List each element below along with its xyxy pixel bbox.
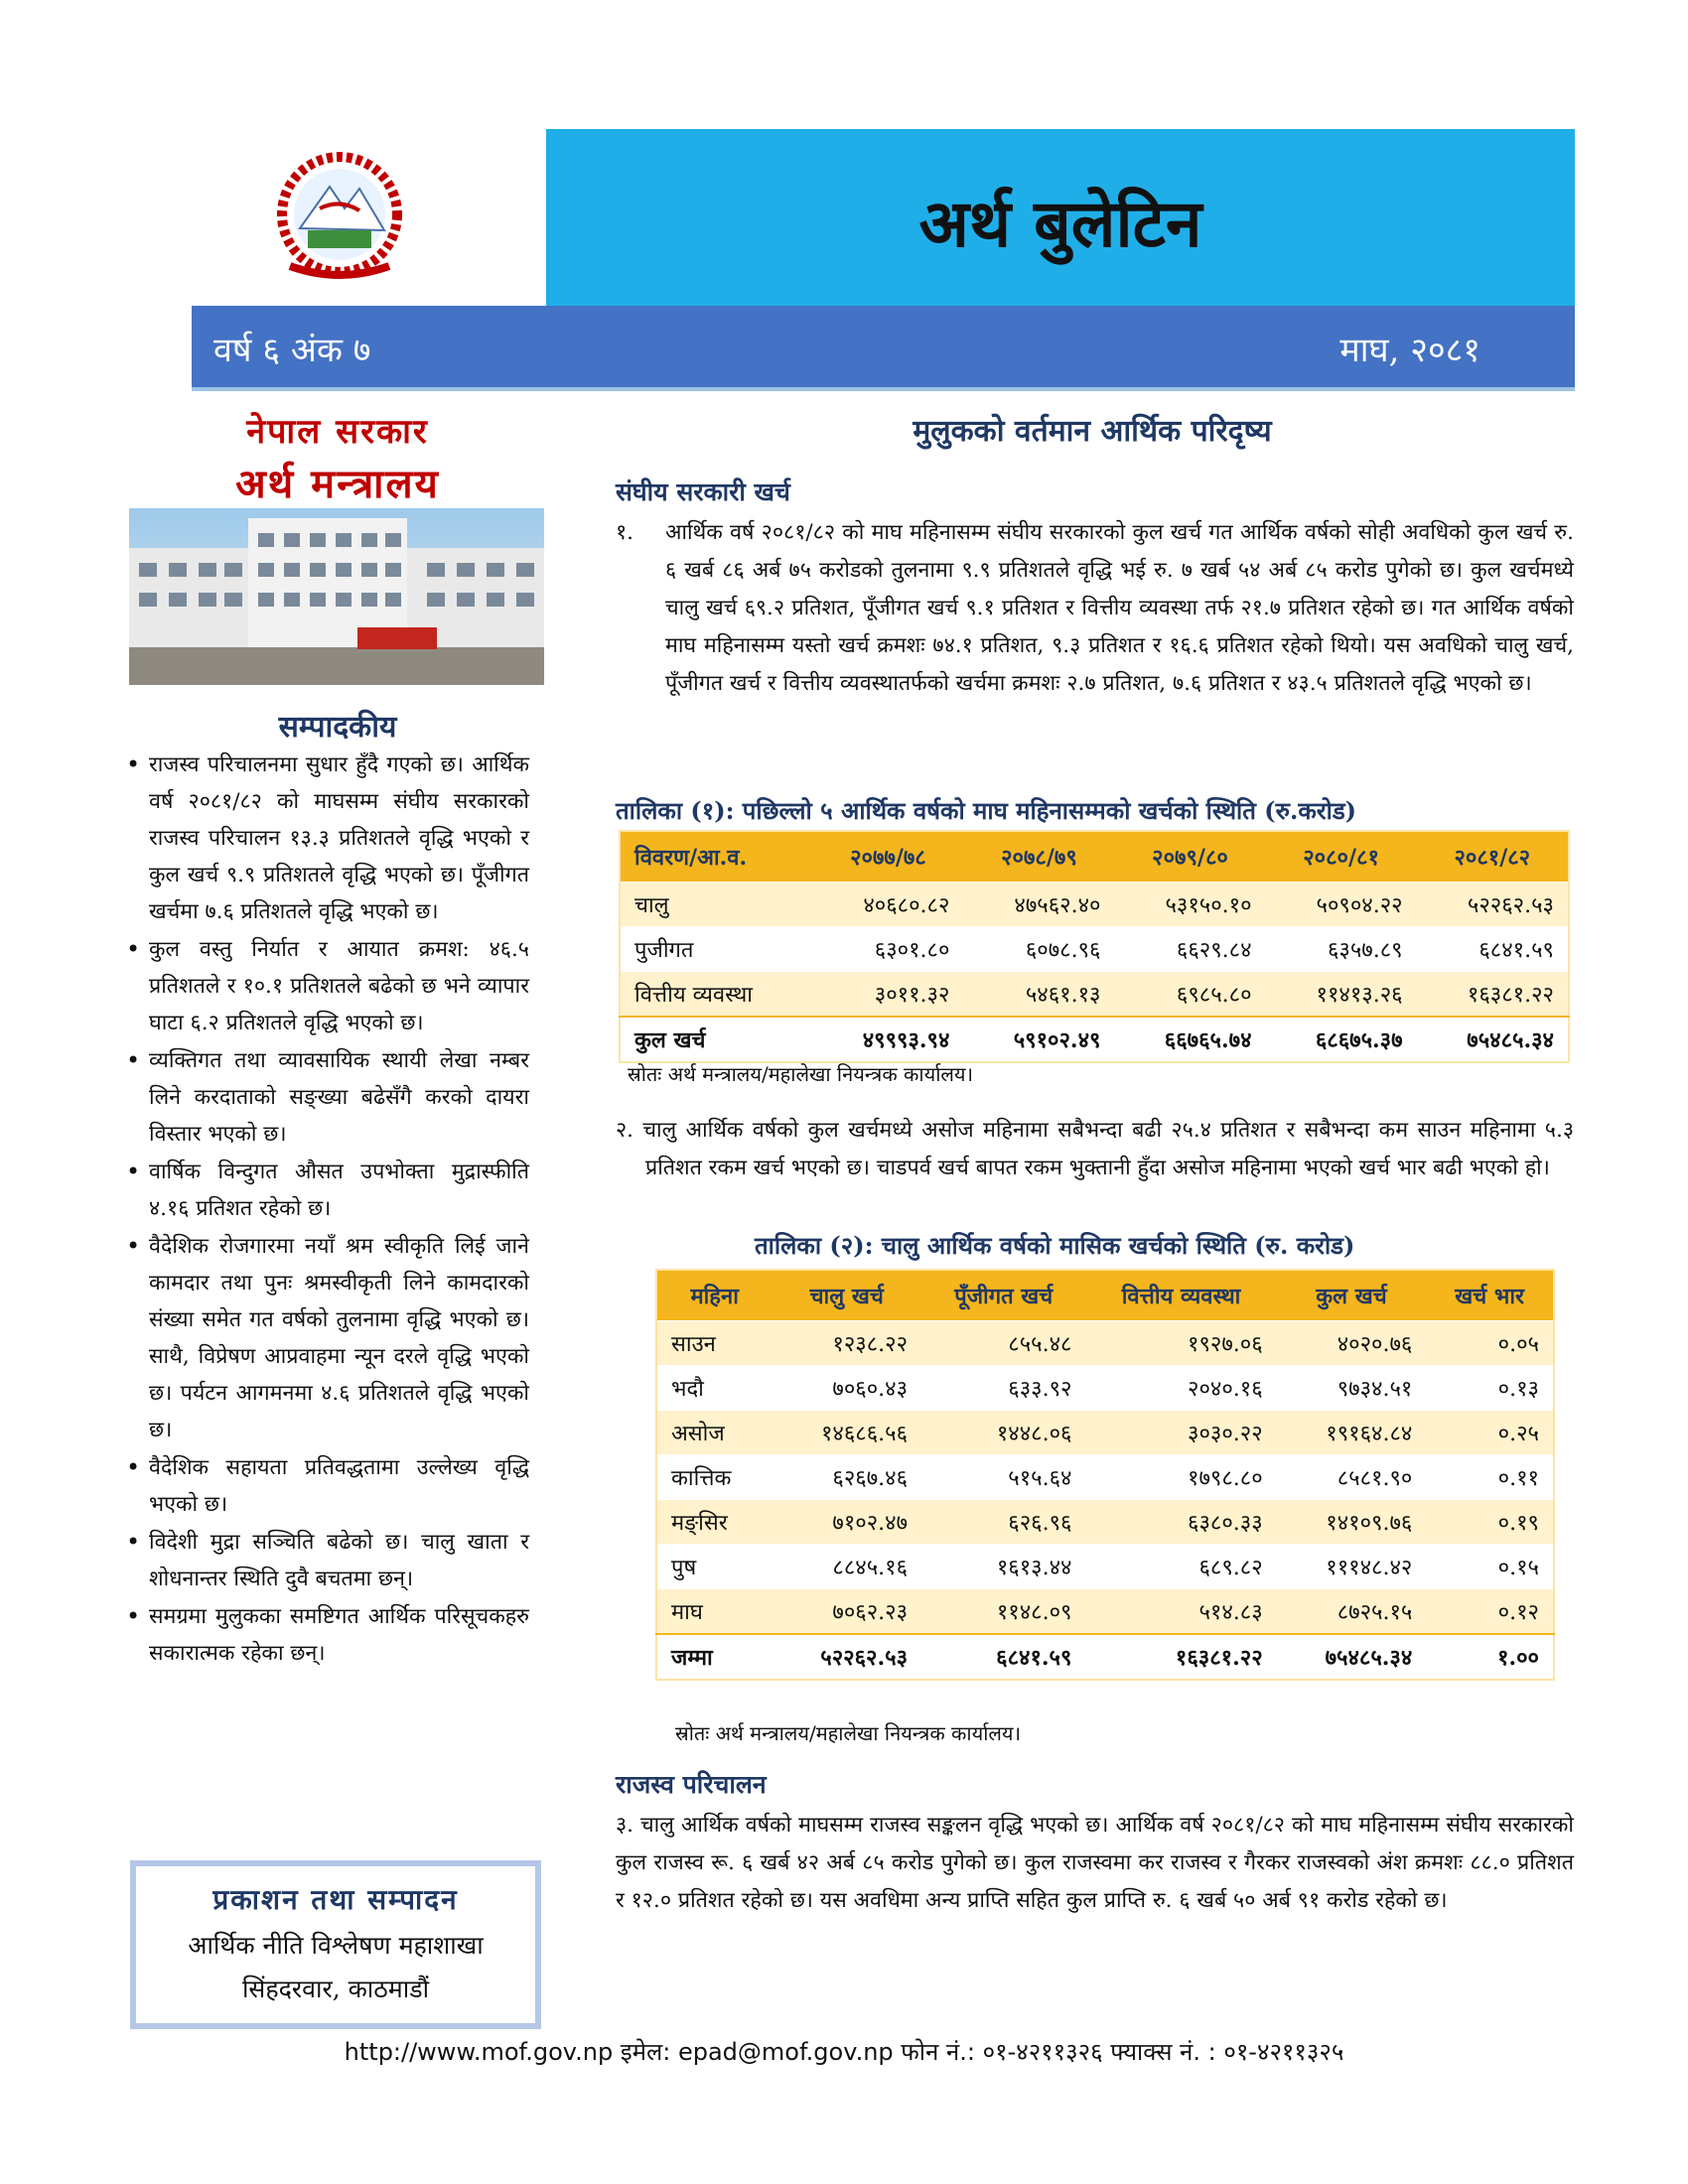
- editorial-item: • वैदेशिक सहायता प्रतिवद्धतामा उल्लेख्य वृद्धि भएको छ।: [124, 1449, 529, 1523]
- table-row: [656, 1321, 1554, 1366]
- issue-date: माघ, २०८१: [1339, 331, 1480, 370]
- table-cell: १२३८.२२: [772, 1321, 921, 1366]
- table-cell: ८५५.४८: [921, 1321, 1085, 1366]
- table-cell: ०.१५: [1426, 1545, 1554, 1589]
- table-row: [656, 1366, 1554, 1411]
- table-header-cell: २०८१/८२: [1417, 831, 1569, 883]
- table-cell: ६८९.८२: [1085, 1545, 1276, 1589]
- table-cell: ६६२९.८४: [1114, 927, 1265, 972]
- table-header-cell: वित्तीय व्यवस्था: [1085, 1270, 1276, 1321]
- table-header-cell: २०७७/७८: [812, 831, 963, 883]
- table-cell: ६८४१.५९: [1417, 927, 1569, 972]
- table-cell: ६३०१.८०: [812, 927, 963, 972]
- footer-contact: http://www.mof.gov.np इमेल: epad@mof.gov.np फोन नं.: ०१-४२११३२६ फ्याक्स नं. : ०१-४२११३२५: [344, 2038, 1344, 2066]
- table-cell: जम्मा: [656, 1634, 772, 1680]
- table-header-cell: खर्च भार: [1426, 1270, 1554, 1321]
- section-heading-expenditure: संघीय सरकारी खर्च: [616, 478, 790, 506]
- table-cell: १११४८.४२: [1277, 1545, 1427, 1589]
- editorial-heading: सम्पादकीय: [278, 710, 397, 745]
- table-cell: ६२६.९६: [921, 1500, 1085, 1545]
- table-cell: १६३८१.२२: [1085, 1634, 1276, 1680]
- paragraph-2: [616, 1112, 1574, 1187]
- table-cell: २०४०.१६: [1085, 1366, 1276, 1411]
- table-cell: असोज: [656, 1411, 772, 1455]
- table-cell: ६०७८.९६: [963, 927, 1114, 972]
- editorial-item: • वार्षिक विन्दुगत औसत उपभोक्ता मुद्रास्फीति ४.१६ प्रतिशत रहेको छ।: [124, 1154, 529, 1227]
- table-cell: १९१६४.८४: [1277, 1411, 1427, 1455]
- issue-bar: [192, 306, 1575, 387]
- table-cell: ७५४८५.३४: [1417, 1017, 1569, 1062]
- publication-division: आर्थिक नीति विश्लेषण महाशाखा: [188, 1931, 484, 1960]
- table-header-cell: २०७९/८०: [1114, 831, 1265, 883]
- table-2-source: स्रोतः अर्थ मन्त्रालय/महालेखा नियन्त्रक कार्यालय।: [675, 1721, 1022, 1745]
- table-cell: १६१३.४४: [921, 1545, 1085, 1589]
- government-name: नेपाल सरकार: [246, 412, 429, 452]
- table-cell: ९७३४.५१: [1277, 1366, 1427, 1411]
- table-cell: ८८४५.१६: [772, 1545, 921, 1589]
- table-cell: ४७५६२.४०: [963, 883, 1114, 927]
- table-header-cell: महिना: [656, 1270, 772, 1321]
- table-cell: ११४८.०९: [921, 1589, 1085, 1635]
- table-cell: ६३५७.८९: [1266, 927, 1417, 972]
- editorial-item: • विदेशी मुद्रा सञ्चिति बढेको छ। चालु खाता र शोधनान्तर स्थिति दुवै बचतमा छन्।: [124, 1524, 529, 1597]
- table-cell: ०.०५: [1426, 1321, 1554, 1366]
- table-1: [619, 830, 1570, 1063]
- publication-box: [130, 1860, 541, 2029]
- table-cell: ११४१३.२६: [1266, 972, 1417, 1018]
- table-row: [656, 1589, 1554, 1635]
- table-cell: ७०६०.४३: [772, 1366, 921, 1411]
- editorial-item: • राजस्व परिचालनमा सुधार हुँदै गएको छ। आर्थिक वर्ष २०८१/८२ को माघसम्म संघीय सरकारको राजस्व परिचालन १३.३ प्रतिशतले वृद्धि भएको र कुल खर्च ९.९ प्रतिशतले वृद्धि भएको छ। पूँजीगत खर्चमा ७.६ प्रतिशतले वृद्धि भएको छ।: [124, 747, 529, 930]
- table-cell: ६८६७५.३७: [1266, 1017, 1417, 1062]
- table-cell: ६३८०.३३: [1085, 1500, 1276, 1545]
- table-1-source: स्रोतः अर्थ मन्त्रालय/महालेखा नियन्त्रक कार्यालय।: [628, 1062, 974, 1086]
- paragraph-3: ३. चालु आर्थिक वर्षको माघसम्म राजस्व सङ्कलन वृद्धि भएको छ। आर्थिक वर्ष २०८१/८२ को माघ महिनासम्म संघीय सरकारको कुल राजस्व रू. ६ खर्ब ४२ अर्ब ८५ करोड पुगेको छ। कुल राजस्वमा कर राजस्व र गैरकर राजस्वको अंश क्रमशः ८८.० प्रतिशत र १२.० प्रतिशत रहेको छ। यस अवधिमा अन्य प्राप्ति सहित कुल प्राप्ति रु. ६ खर्ब ५० अर्ब ९१ करोड रहेको छ।: [616, 1813, 1574, 1913]
- table-header-cell: २०८०/८१: [1266, 831, 1417, 883]
- editorial-item: • वैदेशिक रोजगारमा नयाँ श्रम स्वीकृति लिई जाने कामदार तथा पुनः श्रमस्वीकृती लिने कामदारको संख्या समेत गत वर्षको तुलनामा वृद्धि भएको छ। साथै, विप्रेषण आप्रवाहमा न्यून दरले वृद्धि भएको छ। पर्यटन आगमनमा ४.६ प्रतिशतले वृद्धि भएको छ।: [124, 1228, 529, 1448]
- table-cell: ६६७६५.७४: [1114, 1017, 1265, 1062]
- table-total-row: [656, 1634, 1554, 1680]
- issue-number: वर्ष ६ अंक ७: [213, 331, 371, 370]
- editorial-item: • कुल वस्तु निर्यात र आयात क्रमश: ४६.५ प्रतिशतले र १०.१ प्रतिशतले बढेको छ भने व्यापार घाटा ६.२ प्रतिशतले वृद्धि भएको छ।: [124, 931, 529, 1041]
- table-cell: ४०६८०.८२: [812, 883, 963, 927]
- table-1-caption: तालिका (१): पछिल्लो ५ आर्थिक वर्षको माघ महिनासम्मको खर्चको स्थिति (रु.करोड): [616, 796, 1357, 825]
- table-cell: पुजीगत: [620, 927, 812, 972]
- table-cell: ८७२५.१५: [1277, 1589, 1427, 1635]
- table-cell: ७५४८५.३४: [1277, 1634, 1427, 1680]
- table-header-cell: कुल खर्च: [1277, 1270, 1427, 1321]
- table-row: [656, 1545, 1554, 1589]
- table-cell: १४६८६.५६: [772, 1411, 921, 1455]
- table-header-cell: पूँजीगत खर्च: [921, 1270, 1085, 1321]
- table-cell: ५०९०४.२२: [1266, 883, 1417, 927]
- table-row: [656, 1455, 1554, 1500]
- table-cell: ३०११.३२: [812, 972, 963, 1018]
- table-header-cell: २०७८/७९: [963, 831, 1114, 883]
- table-cell: ६२६७.४६: [772, 1455, 921, 1500]
- table-cell: १४४८.०६: [921, 1411, 1085, 1455]
- table-cell: १४१०९.७६: [1277, 1500, 1427, 1545]
- table-cell: ०.११: [1426, 1455, 1554, 1500]
- table-cell: माघ: [656, 1589, 772, 1635]
- table-cell: साउन: [656, 1321, 772, 1366]
- publication-address: सिंहदरवार, काठमाडौं: [241, 1975, 430, 2003]
- table-cell: १७९८.८०: [1085, 1455, 1276, 1500]
- table-2: [655, 1269, 1555, 1681]
- table-row: [620, 972, 1569, 1018]
- table-cell: पुष: [656, 1545, 772, 1589]
- table-cell: ४९९९३.९४: [812, 1017, 963, 1062]
- section-heading-revenue: राजस्व परिचालन: [616, 1770, 767, 1799]
- table-row: [620, 883, 1569, 927]
- paragraph-1-text: आर्थिक वर्ष २०८१/८२ को माघ महिनासम्म संघीय सरकारको कुल खर्च गत आर्थिक वर्षको सोही अवधिको कुल खर्च रु. ६ खर्ब ८६ अर्ब ७५ करोडको तुलनामा ९.९ प्रतिशतले वृद्धि भई रु. ७ खर्ब ५४ अर्ब ८५ करोड पुगेको छ। कुल खर्चमध्ये चालु खर्च ६९.२ प्रतिशत, पूँजीगत खर्च ९.१ प्रतिशत र वित्तीय व्यवस्था तर्फ २१.७ प्रतिशत रहेको छ। गत आर्थिक वर्षको माघ महिनासम्म यस्तो खर्च क्रमशः ७४.१ प्रतिशत, ९.३ प्रतिशत र १६.६ प्रतिशत रहेको थियो। यस अवधिको चालु खर्च, पूँजीगत खर्च र वित्तीय व्यवस्थातर्फको खर्चमा क्रमशः २.७ प्रतिशत, ७.६ प्रतिशत र ४३.५ प्रतिशतले वृद्धि भएको छ।: [665, 520, 1574, 696]
- table-header-row: [620, 831, 1569, 883]
- editorial-list: [124, 747, 529, 1673]
- paragraph-2-text: २. चालु आर्थिक वर्षको कुल खर्चमध्ये असोज महिनामा सबैभन्दा बढी २५.४ प्रतिशत र सबैभन्दा कम साउन महिनामा ५.३ प्रतिशत रकम खर्च भएको छ। चाडपर्व खर्च बापत रकम भुक्तानी हुँदा असोज महिनामा भएको खर्च भार बढी भएको हो।: [616, 1118, 1574, 1180]
- table-cell: ०.२५: [1426, 1411, 1554, 1455]
- editorial-item: • समग्रमा मुलुकका समष्टिगत आर्थिक परिसूचकहरु सकारात्मक रहेका छन्।: [124, 1598, 529, 1672]
- ministry-name: अर्थ मन्त्रालय: [235, 461, 440, 507]
- table-cell: ५४६१.१३: [963, 972, 1114, 1018]
- government-emblem: [260, 149, 419, 288]
- table-cell: ५९१०२.४९: [963, 1017, 1114, 1062]
- table-cell: ०.१३: [1426, 1366, 1554, 1411]
- table-total-row: [620, 1017, 1569, 1062]
- ministry-building-photo: [129, 508, 544, 685]
- table-cell: १.००: [1426, 1634, 1554, 1680]
- bulletin-title-box: [546, 129, 1575, 308]
- table-cell: १९२७.०६: [1085, 1321, 1276, 1366]
- table-cell: ५३१५०.१०: [1114, 883, 1265, 927]
- table-cell: ७१०२.४७: [772, 1500, 921, 1545]
- table-2-caption: तालिका (२): चालु आर्थिक वर्षको मासिक खर्चको स्थिति (रु. करोड): [755, 1231, 1355, 1260]
- paragraph-1: [616, 514, 1574, 703]
- table-row: [620, 927, 1569, 972]
- table-row: [656, 1500, 1554, 1545]
- table-cell: मङ्सिर: [656, 1500, 772, 1545]
- table-cell: ४०२०.७६: [1277, 1321, 1427, 1366]
- table-cell: ५१४.८३: [1085, 1589, 1276, 1635]
- table-header-row: [656, 1270, 1554, 1321]
- main-heading: मुलुकको वर्तमान आर्थिक परिदृष्य: [913, 414, 1272, 449]
- table-cell: १६३८१.२२: [1417, 972, 1569, 1018]
- table-cell: ०.१२: [1426, 1589, 1554, 1635]
- table-cell: ६३३.९२: [921, 1366, 1085, 1411]
- table-cell: भदौ: [656, 1366, 772, 1411]
- table-cell: ५२२६२.५३: [772, 1634, 921, 1680]
- table-row: [656, 1411, 1554, 1455]
- paragraph-number: १.: [616, 520, 634, 545]
- bulletin-title: अर्थ बुलेटिन: [918, 185, 1202, 262]
- table-cell: ५१५.६४: [921, 1455, 1085, 1500]
- table-cell: ६८४१.५९: [921, 1634, 1085, 1680]
- table-cell: ६९८५.८०: [1114, 972, 1265, 1018]
- table-cell: ३०३०.२२: [1085, 1411, 1276, 1455]
- table-cell: कुल खर्च: [620, 1017, 812, 1062]
- table-cell: ५२२६२.५३: [1417, 883, 1569, 927]
- editorial-item: • व्यक्तिगत तथा व्यावसायिक स्थायी लेखा नम्बर लिने करदाताको सङ्ख्या बढेसँगै करको दायरा विस्तार भएको छ।: [124, 1042, 529, 1153]
- table-header-cell: विवरण/आ.व.: [620, 831, 812, 883]
- table-cell: वित्तीय व्यवस्था: [620, 972, 812, 1018]
- table-cell: ०.१९: [1426, 1500, 1554, 1545]
- table-header-cell: चालु खर्च: [772, 1270, 921, 1321]
- table-cell: कात्तिक: [656, 1455, 772, 1500]
- publication-title: प्रकाशन तथा सम्पादन: [212, 1883, 459, 1916]
- table-cell: ८५८१.९०: [1277, 1455, 1427, 1500]
- table-cell: चालु: [620, 883, 812, 927]
- table-cell: ७०६२.२३: [772, 1589, 921, 1635]
